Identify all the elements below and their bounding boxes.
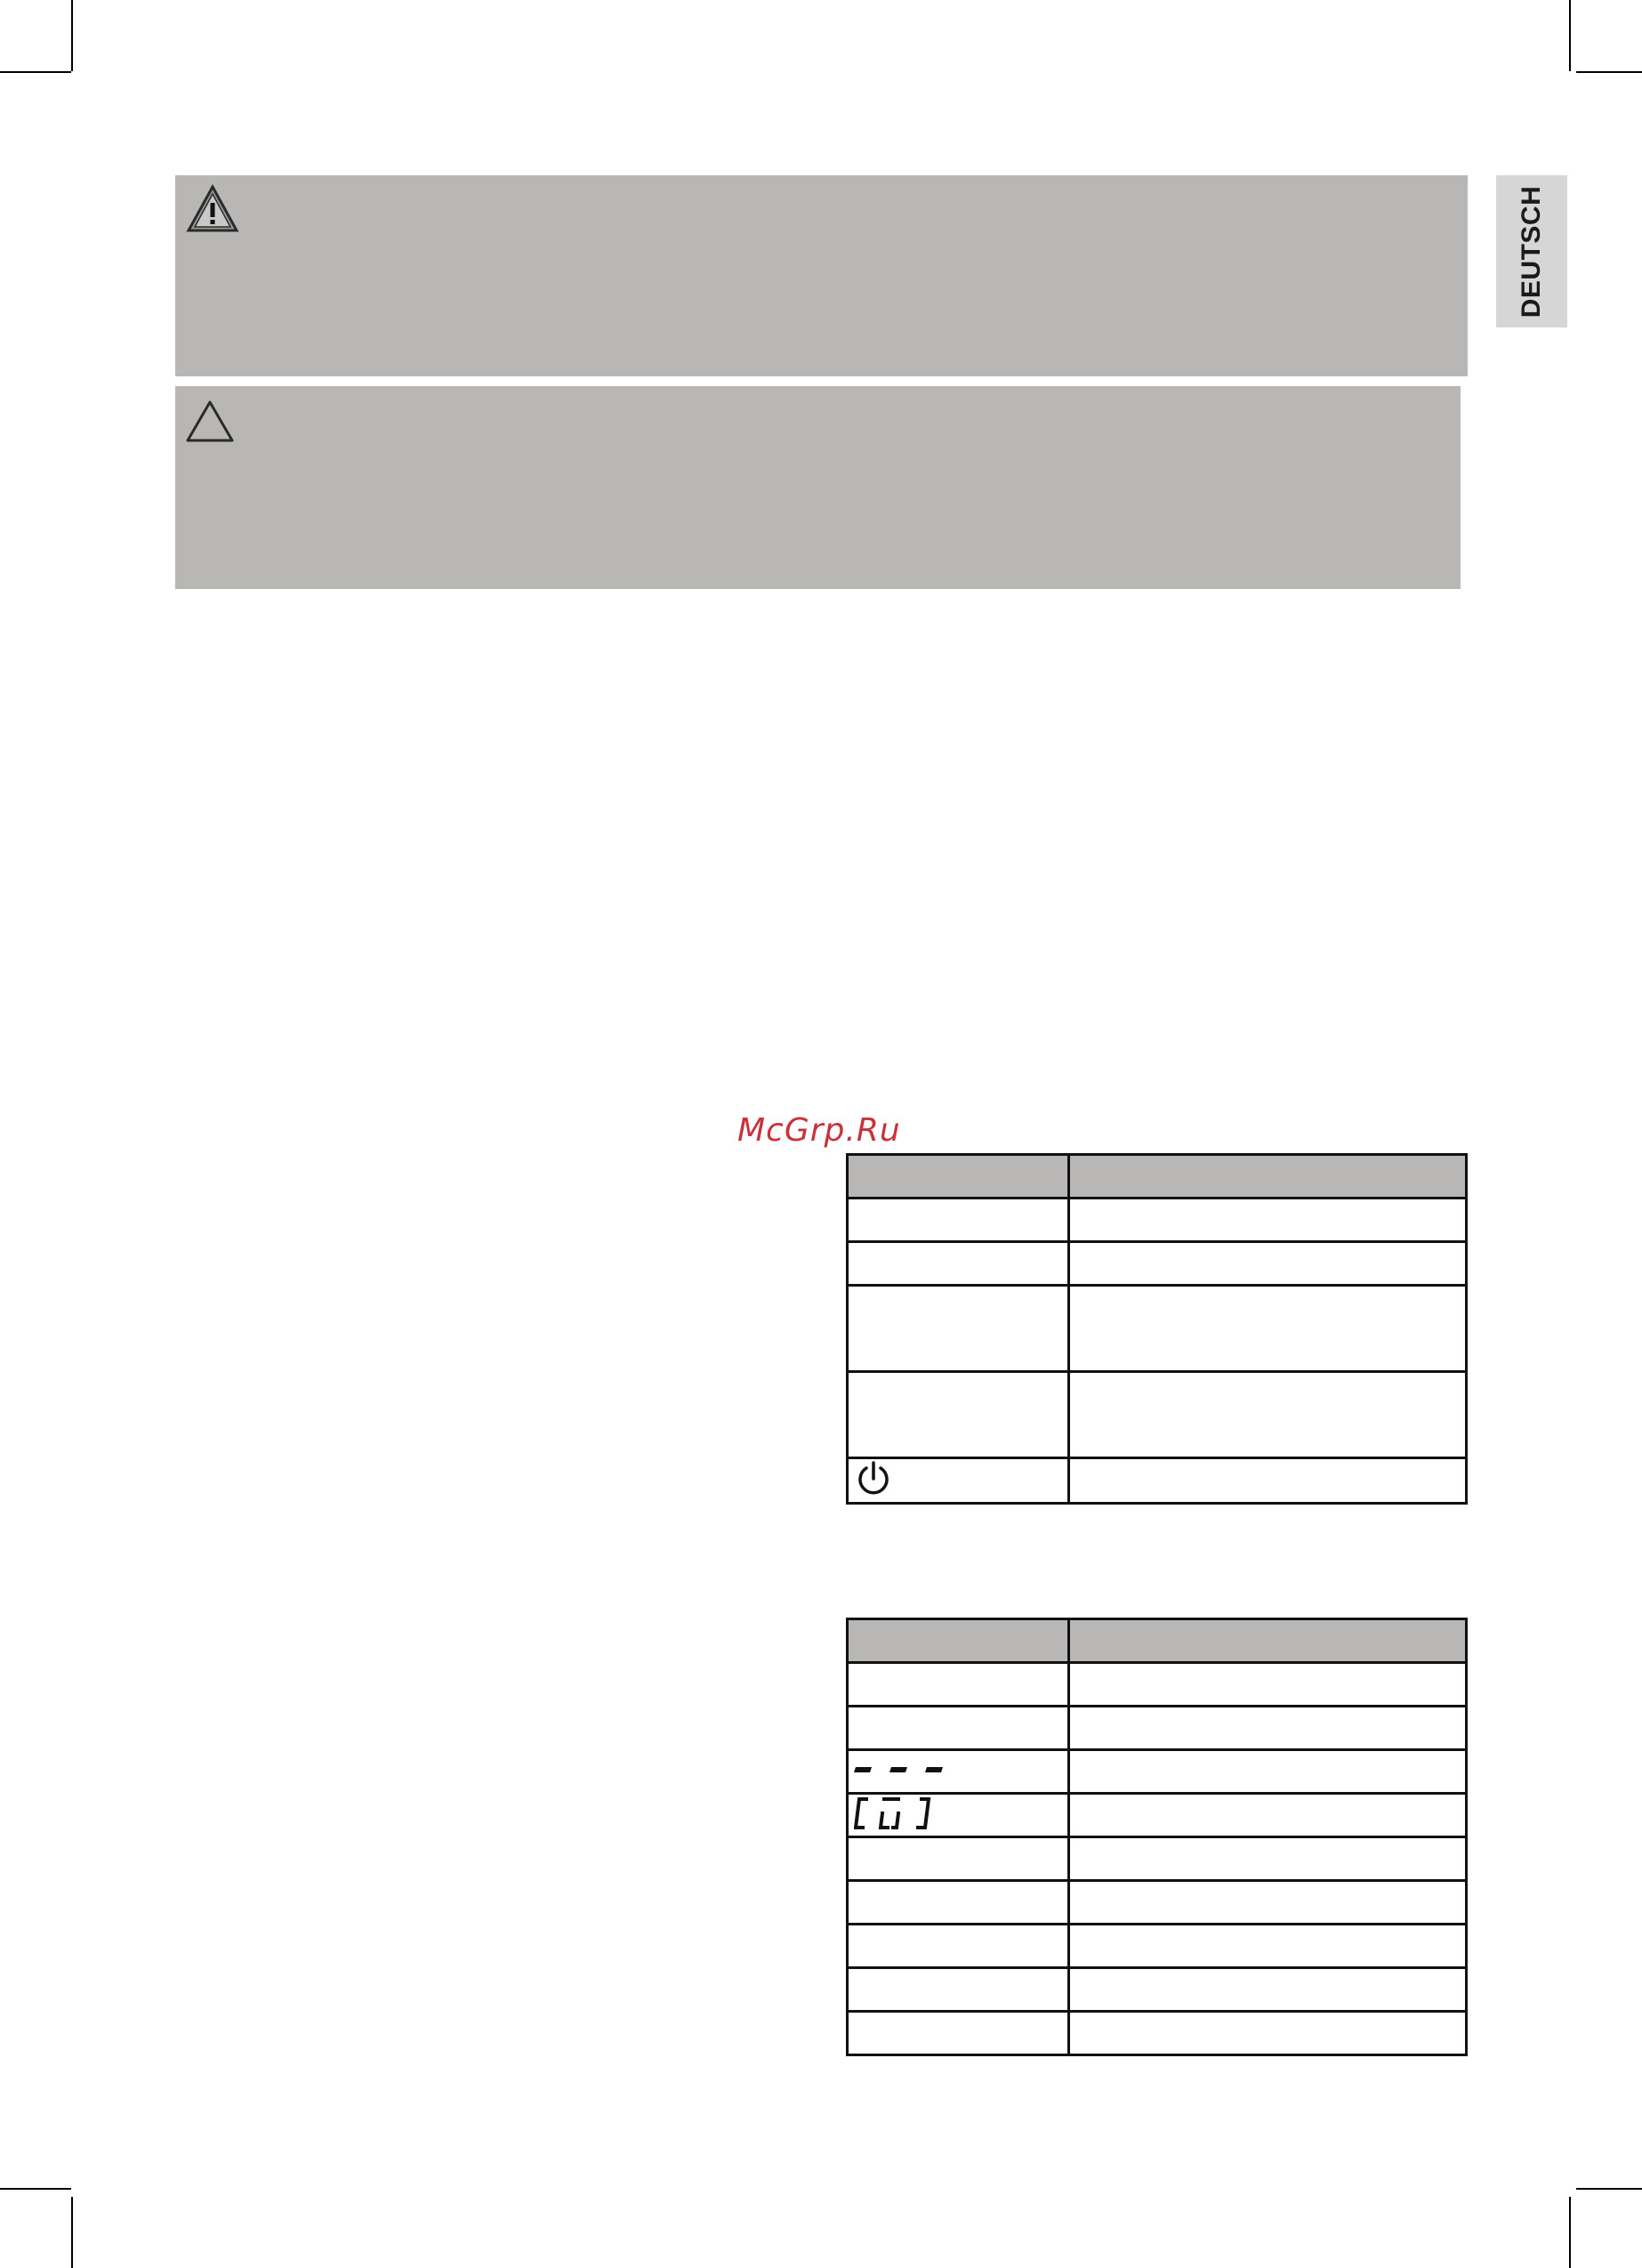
table-cell: [1068, 1663, 1466, 1707]
table-cell: [1068, 1458, 1466, 1504]
table-cell: [1068, 1837, 1466, 1881]
table-cell: [1068, 1372, 1466, 1458]
table-cell: [848, 1286, 1069, 1372]
display-table: [846, 1618, 1468, 2056]
table-cell: [848, 1199, 1069, 1242]
table-row: [848, 1750, 1467, 1794]
crop-mark: [1569, 0, 1571, 71]
table-row: [848, 1242, 1467, 1286]
table-cell: [848, 2012, 1069, 2055]
crop-mark: [71, 2197, 73, 2268]
display-dashes-icon: [854, 1759, 1067, 1784]
table-header-row: [848, 1155, 1467, 1199]
warning-triangle-exclamation-icon: [186, 184, 239, 238]
table-cell: [1068, 1881, 1466, 1925]
crop-mark: [1576, 2188, 1642, 2190]
table-row: [848, 2012, 1467, 2055]
controls-table: [846, 1153, 1468, 1505]
table-row: [848, 1663, 1467, 1707]
table-row: [848, 1707, 1467, 1750]
language-tab: [1496, 175, 1567, 327]
table-cell: [848, 1242, 1069, 1286]
table-row: [848, 1372, 1467, 1458]
table-cell: [848, 1458, 1069, 1504]
table-row: [848, 1837, 1467, 1881]
table-row: [848, 1286, 1467, 1372]
power-icon: [854, 1459, 1067, 1502]
table-cell: [848, 1794, 1069, 1837]
table-cell: [848, 1750, 1069, 1794]
table-cell: [848, 1837, 1069, 1881]
table-row: [848, 1968, 1467, 2012]
table-cell: [1068, 1242, 1466, 1286]
table-cell: [848, 1372, 1069, 1458]
table-header-row: [848, 1619, 1467, 1663]
crop-mark: [0, 2188, 71, 2190]
crop-mark: [1569, 2197, 1571, 2268]
table-header-cell: [1068, 1619, 1466, 1663]
table-cell: [848, 1925, 1069, 1968]
table-row: [848, 1881, 1467, 1925]
table-cell: [1068, 1968, 1466, 2012]
caution-triangle-icon: [185, 400, 235, 448]
table-header-cell: [848, 1619, 1069, 1663]
table-cell: [1068, 1707, 1466, 1750]
table-cell: [848, 1663, 1069, 1707]
table-cell: [1068, 1199, 1466, 1242]
table-header-cell: [1068, 1155, 1466, 1199]
crop-mark: [0, 71, 71, 73]
table-cell: [1068, 1794, 1466, 1837]
table-cell: [1068, 1925, 1466, 1968]
table-cell: [1068, 1286, 1466, 1372]
display-segments-icon: [854, 1796, 1067, 1835]
caution-box: [175, 386, 1461, 589]
table-cell: [848, 1881, 1069, 1925]
table-cell: [1068, 1750, 1466, 1794]
warning-box: [175, 175, 1468, 376]
table-cell: [1068, 2012, 1466, 2055]
table-row: [848, 1199, 1467, 1242]
crop-mark: [71, 0, 73, 71]
table-cell: [848, 1707, 1069, 1750]
table-row: [848, 1794, 1467, 1837]
table-row: [848, 1925, 1467, 1968]
watermark: McGrp.Ru: [737, 1112, 901, 1149]
table-row: [848, 1458, 1467, 1504]
table-cell: [848, 1968, 1069, 2012]
table-header-cell: [848, 1155, 1069, 1199]
crop-mark: [1576, 71, 1642, 73]
language-tab-label: DEUTSCH: [1517, 185, 1546, 318]
